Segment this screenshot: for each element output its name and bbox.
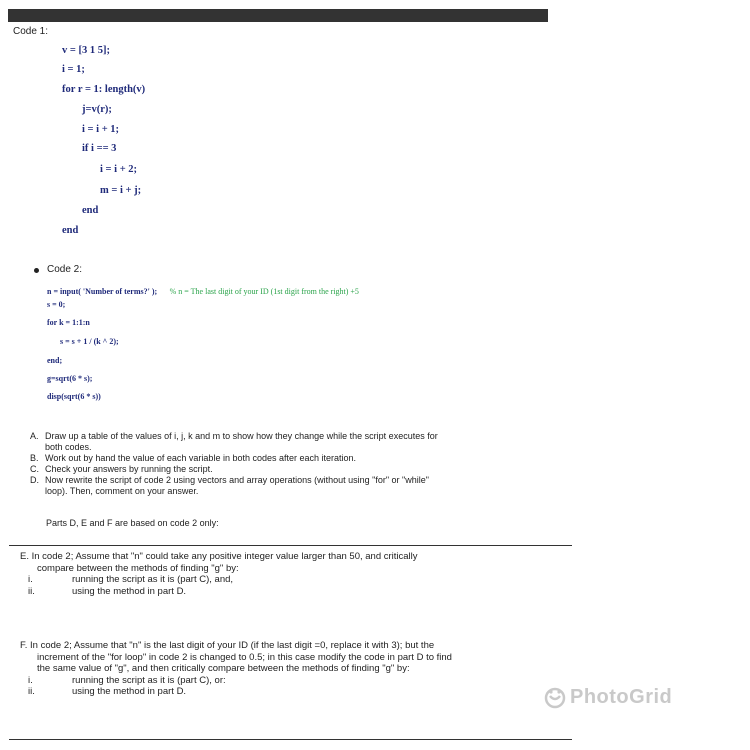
code1-line: if i == 3	[82, 143, 117, 154]
roman-numeral: i.	[28, 674, 33, 686]
code2-line: end;	[47, 356, 63, 365]
question-letter: D.	[30, 475, 39, 485]
code1-line: for r = 1: length(v)	[62, 84, 146, 95]
part-e-item-text: using the method in part D.	[72, 585, 187, 597]
question-letter: B.	[30, 453, 39, 463]
parts-note: Parts D, E and F are based on code 2 only:	[46, 518, 219, 528]
watermark-text: PhotoGrid	[570, 686, 673, 708]
code2-line: for k = 1:1:n	[47, 318, 90, 327]
bullet-icon	[34, 268, 39, 273]
part-e-item	[20, 586, 418, 598]
code1-line: end	[62, 225, 79, 236]
divider-line	[9, 545, 572, 546]
part-f-item	[20, 675, 452, 687]
part-e-line: compare between the methods of finding "g" by:	[37, 562, 239, 574]
question-a	[30, 431, 540, 453]
question-b	[30, 453, 540, 464]
part-e-item	[20, 574, 418, 586]
part-f-item	[20, 686, 452, 698]
part-f-line: F. In code 2; Assume that "n" is the last digit of your ID (if the last digit =0, replace it with 3); but the	[20, 640, 435, 651]
code2-first-line	[47, 281, 359, 299]
part-e-item-text: running the script as it is (part C), and,	[72, 574, 234, 585]
code1-line: i = i + 2;	[100, 164, 138, 175]
part-e	[20, 551, 418, 597]
code2-input-line: n = input( 'Number of terms?' );	[47, 287, 158, 296]
question-letter: C.	[30, 464, 39, 474]
question-text: Now rewrite the script of code 2 using vectors and array operations (without using "for" or "while"	[45, 475, 429, 485]
code1-line: i = 1;	[62, 64, 85, 75]
code1-line: j=v(r);	[82, 104, 112, 115]
part-e-line: E. In code 2; Assume that "n" could take any positive integer value larger than 50, and critically	[20, 551, 418, 562]
photogrid-logo-icon	[544, 687, 566, 709]
part-f-item-text: using the method in part D.	[72, 686, 187, 697]
code2-line: g=sqrt(6 * s);	[47, 374, 93, 383]
part-f	[20, 640, 452, 698]
code1-line: v = [3 1 5];	[62, 45, 110, 56]
question-d	[30, 475, 540, 497]
photogrid-watermark	[544, 686, 672, 709]
code2-line: disp(sqrt(6 * s))	[47, 392, 101, 401]
part-f-line: the same value of "g", and then critically compare between the methods of finding "g" by:	[37, 663, 410, 674]
part-f-line: increment of the "for loop" in code 2 is changed to 0.5; in this case modify the code in part D to find	[37, 651, 452, 663]
code2-line: s = 0;	[47, 300, 66, 309]
roman-numeral: ii.	[28, 686, 35, 697]
bottom-divider-line	[9, 739, 572, 740]
questions-list	[30, 431, 540, 497]
question-text: Check your answers by running the script.	[45, 464, 213, 474]
top-dark-bar	[8, 9, 548, 22]
code1-label: Code 1:	[13, 26, 49, 37]
code1-line: end	[82, 205, 99, 216]
code1-line: i = i + 1;	[82, 124, 120, 135]
question-c	[30, 464, 540, 475]
code2-label: Code 2:	[47, 264, 83, 275]
question-letter: A.	[30, 431, 39, 441]
question-text: Work out by hand the value of each variable in both codes after each iteration.	[45, 453, 357, 463]
roman-numeral: i.	[28, 574, 33, 585]
code2-comment: % n = The last digit of your ID (1st digit from the right) +5	[169, 287, 359, 296]
code1-line: m = i + j;	[100, 185, 142, 196]
part-f-item-text: running the script as it is (part C), or:	[72, 674, 226, 686]
question-text-cont: loop). Then, comment on your answer.	[45, 486, 199, 496]
roman-numeral: ii.	[28, 585, 35, 597]
question-text: Draw up a table of the values of i, j, k and m to show how they change while the script executes for	[45, 431, 438, 441]
question-text-cont: both codes.	[45, 442, 92, 452]
code2-line: s = s + 1 / (k ^ 2);	[60, 337, 119, 346]
